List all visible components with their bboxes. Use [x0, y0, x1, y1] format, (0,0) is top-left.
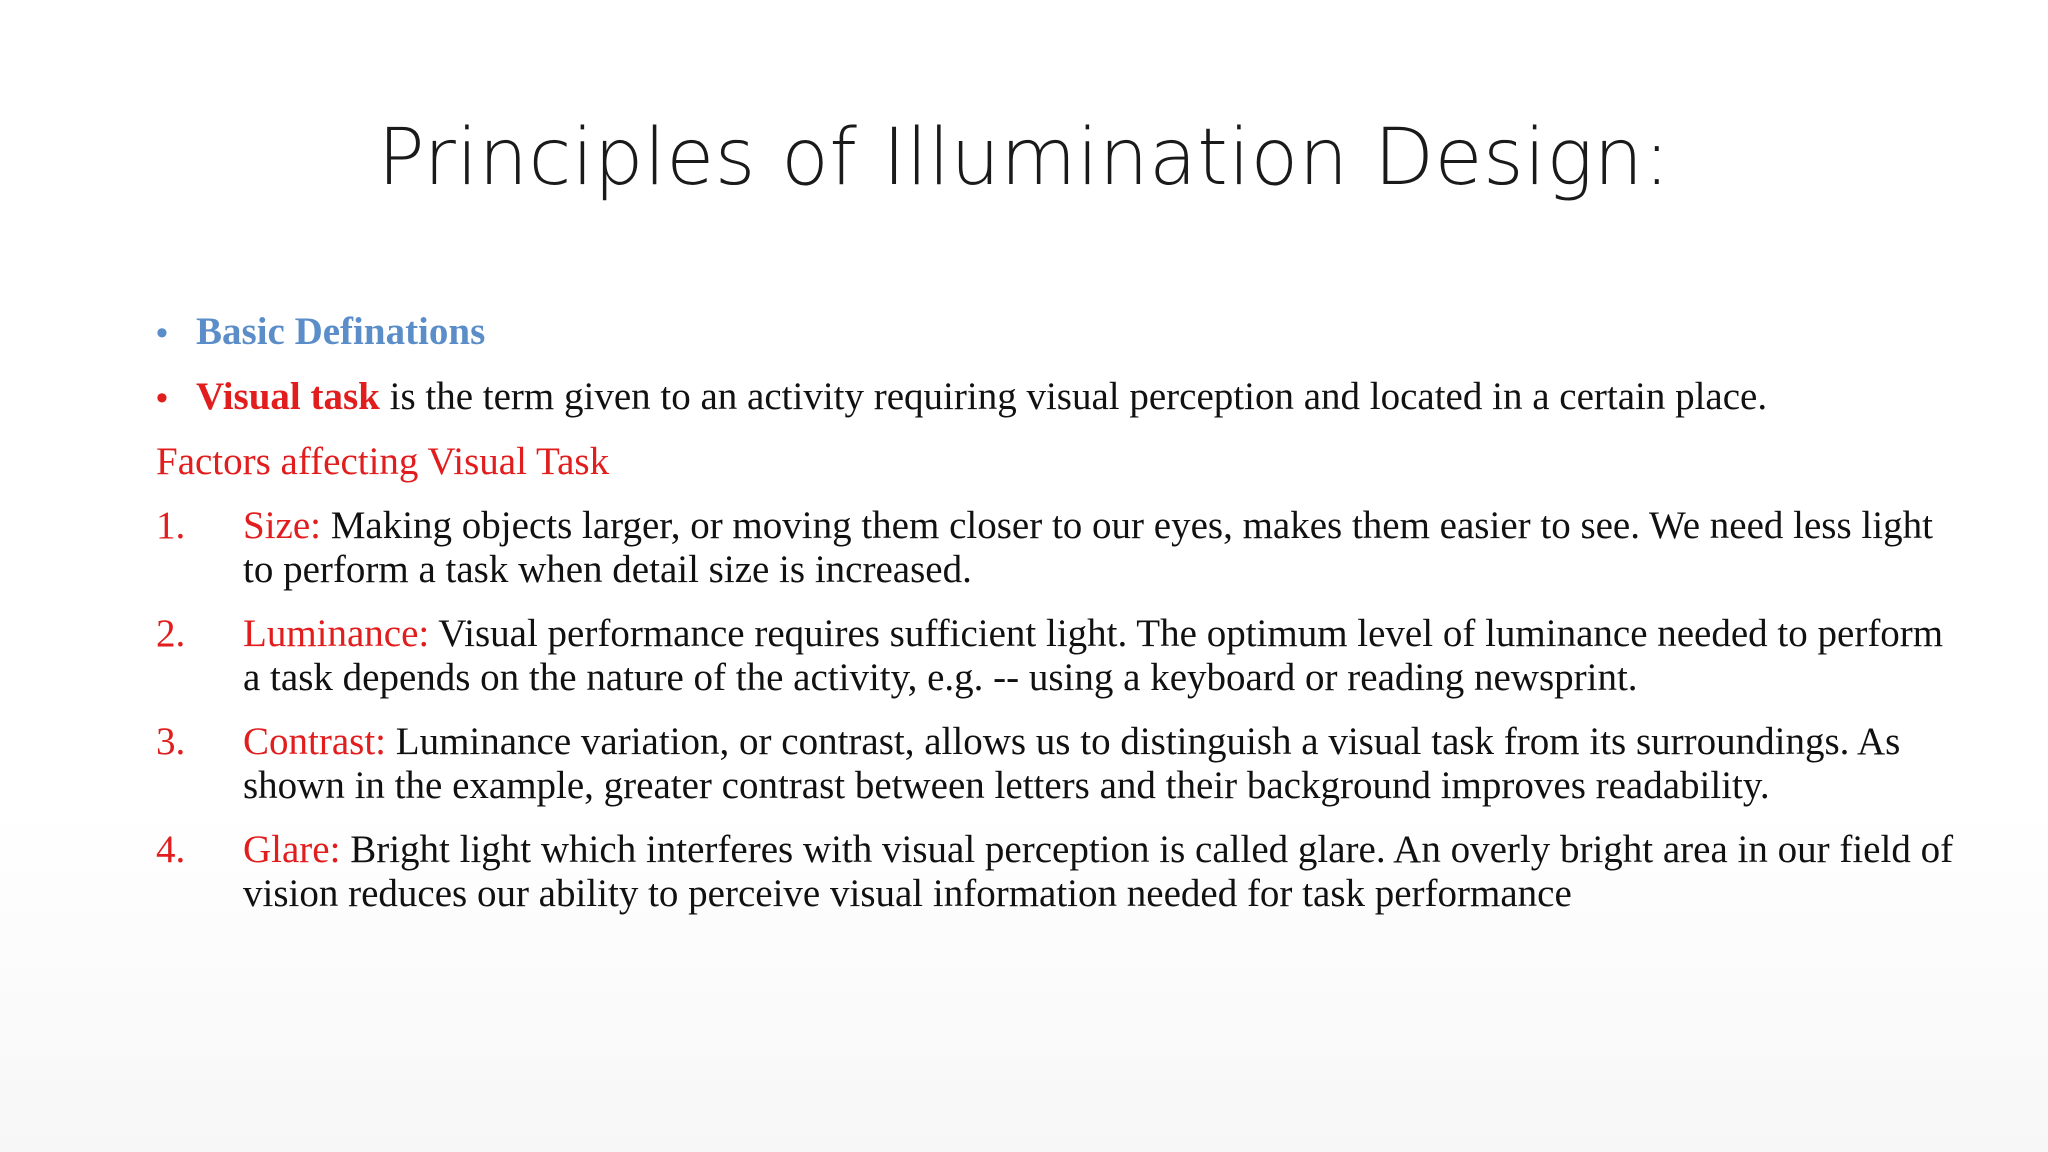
factor-item-contrast	[156, 720, 1956, 808]
factor-number: 4.	[156, 828, 186, 871]
factor-text	[243, 720, 1956, 808]
factor-item-size	[156, 504, 1956, 592]
factor-description: Luminance variation, or contrast, allows us to distinguish a visual task from its surroundings. As shown in the example, greater contrast between letters and their background improves readability.	[243, 720, 1901, 807]
factor-description: Making objects larger, or moving them closer to our eyes, makes them easier to see. We need less light to perform a task when detail size is increased.	[243, 504, 1933, 591]
factor-number: 2.	[156, 612, 186, 655]
slide-title: Principles of Illumination Design:	[377, 113, 1671, 203]
factor-term: Luminance:	[243, 612, 430, 655]
slide-body	[156, 310, 1956, 936]
factor-term: Size:	[243, 504, 321, 547]
factor-number: 3.	[156, 720, 186, 763]
factor-term: Contrast:	[243, 720, 386, 763]
bullet-visual-task	[156, 375, 1956, 420]
factor-item-luminance	[156, 612, 1956, 700]
visual-task-definition	[196, 375, 1767, 419]
visual-task-text: is the term given to an activity requiring visual perception and located in a certain place.	[379, 375, 1768, 418]
factors-heading: Factors affecting Visual Task	[156, 440, 610, 483]
factor-item-glare	[156, 828, 1956, 916]
basic-definitions-label: Basic Definations	[196, 310, 486, 353]
bullet-basic-definitions	[156, 310, 1956, 355]
factor-text	[243, 612, 1956, 700]
bullet-icon: •	[156, 379, 168, 417]
bullet-icon: •	[156, 314, 168, 352]
visual-task-term: Visual task	[196, 375, 380, 418]
factor-term: Glare:	[243, 828, 341, 871]
factor-text	[243, 828, 1956, 916]
factor-number: 1.	[156, 504, 186, 547]
factor-description: Visual performance requires sufficient light. The optimum level of luminance needed to perform a task depends on the nature of the activity, e.g. -- using a keyboard or reading newsprint.	[243, 612, 1944, 699]
factor-text	[243, 504, 1956, 592]
factor-description: Bright light which interferes with visual perception is called glare. An overly bright area in our field of vision reduces our ability to perceive visual information needed for task performance	[243, 828, 1954, 915]
